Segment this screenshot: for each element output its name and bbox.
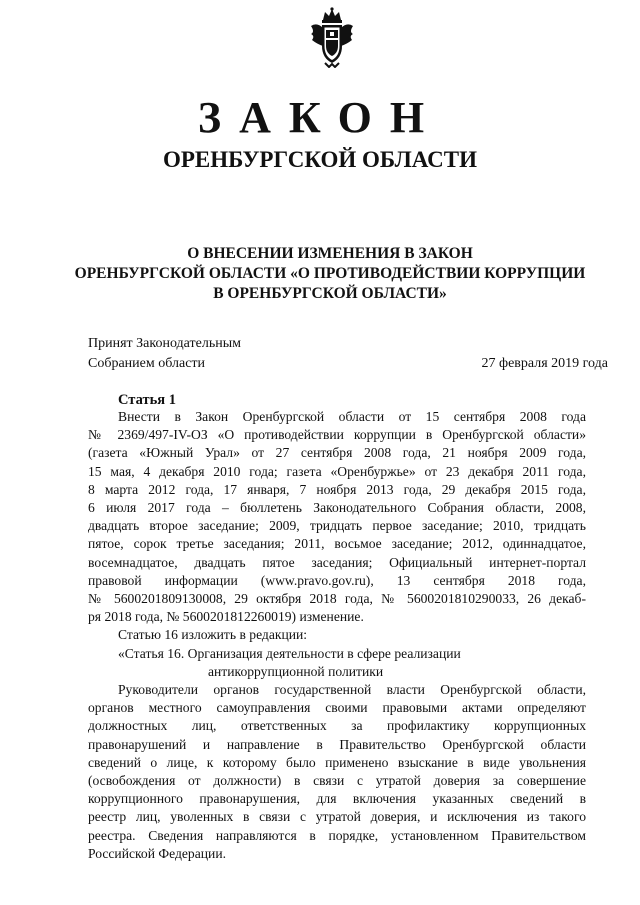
law-heading-line: ОРЕНБУРГСКОЙ ОБЛАСТИ «О ПРОТИВОДЕЙСТВИИ КОРРУПЦИИ <box>74 265 586 282</box>
paragraph-line: 15 мая, 4 декабря 2010 года; газета «Оренбуржье» от 23 декабря 2011 года, <box>88 463 586 479</box>
adoption-date: 27 февраля 2019 года <box>481 356 608 371</box>
law-heading-line: О ВНЕСЕНИИ ИЗМЕНЕНИЯ В ЗАКОН <box>187 245 473 262</box>
paragraph-line: органов местного самоуправления своими правовыми актами определяют <box>88 700 586 716</box>
section-heading-line: «Статья 16. Организация деятельности в сфере реализации <box>118 645 461 661</box>
article-body <box>88 408 586 863</box>
document-subtitle: ОРЕНБУРГСКОЙ ОБЛАСТИ <box>162 147 478 172</box>
paragraph-line: Российской Федерации. <box>88 845 226 861</box>
adopted-by-line: Собранием области <box>88 356 206 371</box>
paragraph-line: реестр лиц, уволенных в связи с утратой доверия, и исключения из такого <box>88 809 586 825</box>
paragraph-line: № 5600201809130008, 29 октября 2018 года, № 5600201810290033, 26 декаб- <box>88 591 586 607</box>
paragraph-line: восемнадцатое, двадцать пятое заседания; Официальный интернет-портал <box>88 554 586 570</box>
paragraph-line: Внести в Закон Оренбургской области от 15 сентября 2008 года <box>118 409 586 424</box>
paragraph-line: 8 марта 2012 года, 17 января, 7 ноября 2013 года, 29 декабря 2015 года, <box>88 481 586 497</box>
paragraph-line: двадцать второе заседание; 2009, тридцать первое заседание; 2010, тридцать <box>88 518 586 534</box>
coat-of-arms-icon <box>309 6 355 68</box>
adoption-block <box>88 334 608 374</box>
article-title: Статья 1 <box>118 392 176 408</box>
adopted-by-line: Принят Законодательным <box>88 336 241 351</box>
paragraph-line: (газета «Южный Урал» от 27 сентября 2008 года, 21 ноября 2009 года, <box>88 445 586 461</box>
paragraph-line: коррупционного правонарушения, для включения указанных сведений в <box>88 791 586 807</box>
section-heading-line: антикоррупционной политики <box>208 663 384 679</box>
paragraph-line: № 2369/497-IV-ОЗ «О противодействии коррупции в Оренбургской области» <box>88 427 586 443</box>
paragraph-line: ря 2018 года, № 5600201812260019) изменение. <box>88 609 364 625</box>
law-heading-line: В ОРЕНБУРГСКОЙ ОБЛАСТИ» <box>213 285 447 302</box>
paragraph-line: сведений о лице, к которому было применено взыскание в виде увольнения <box>88 754 586 770</box>
paragraph-line: реестра. Сведения направляются в порядке, установленном Правительством <box>88 827 586 843</box>
paragraph-line: (освобождения от должности) в связи с утратой доверия за совершение <box>88 773 586 789</box>
coat-of-arms-emblem <box>309 6 355 68</box>
paragraph-line: правовой информации (www.pravo.gov.ru), 13 сентября 2018 года, <box>88 572 586 588</box>
paragraph-line: должностных лиц, ответственных за профилактику коррупционных <box>88 718 586 734</box>
paragraph-line: 6 июля 2017 года – бюллетень Законодательного Собрания области, 2008, <box>88 500 586 516</box>
statement-line: Статью 16 изложить в редакции: <box>118 627 308 643</box>
paragraph-line: пятое, сорок третье заседания; 2011, восьмое заседание; 2012, одиннадцатое, <box>88 536 586 552</box>
paragraph-line: правонарушений и направление в Правительство Оренбургской области <box>88 736 586 752</box>
document-title: ЗАКОН <box>197 93 443 142</box>
law-heading <box>60 244 600 304</box>
paragraph-line: Руководители органов государственной власти Оренбургской области, <box>118 682 586 698</box>
